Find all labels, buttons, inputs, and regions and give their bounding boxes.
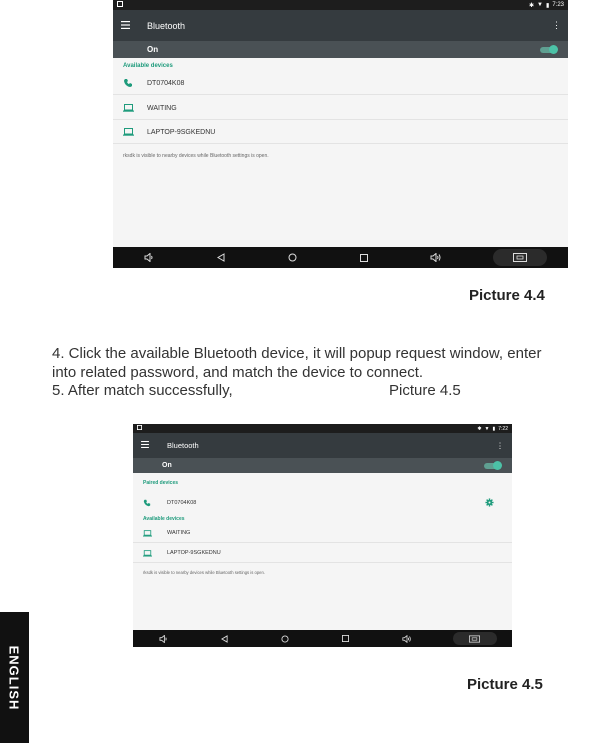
volume-up-icon[interactable]	[392, 630, 422, 647]
screenshot-icon[interactable]	[453, 632, 497, 646]
battery-icon: ▮	[546, 2, 550, 9]
divider	[113, 143, 568, 144]
laptop-icon	[143, 530, 161, 537]
volume-down-icon[interactable]	[148, 630, 178, 647]
laptop-icon	[143, 550, 161, 557]
instruction-step5	[52, 382, 461, 399]
navigation-bar	[133, 630, 512, 647]
recent-apps-icon[interactable]	[331, 630, 361, 647]
wifi-icon: ▼	[537, 2, 543, 8]
notification-icon	[117, 1, 123, 9]
page-title: Bluetooth	[147, 20, 186, 31]
laptop-icon	[123, 128, 141, 136]
device-item[interactable]	[123, 125, 568, 139]
visibility-note: rksdk is visible to nearby devices while Bluetooth settings is open.	[123, 153, 269, 159]
paired-devices-heading: Paired devices	[143, 480, 179, 486]
status-time: 7:22	[498, 425, 508, 432]
figure-reference: Picture 4.5	[389, 382, 461, 399]
phone-icon	[143, 499, 161, 507]
device-name: LAPTOP-9SGKEDNU	[167, 550, 221, 556]
device-name: DT0704K08	[167, 500, 197, 506]
status-bar	[113, 0, 568, 10]
available-devices-heading: Available devices	[143, 516, 185, 522]
instruction-step4-line2: into related password, and match the device to connect.	[52, 364, 424, 381]
back-icon[interactable]	[209, 630, 239, 647]
screenshot-picture-4-4	[113, 0, 568, 268]
device-name: WAITING	[147, 104, 177, 112]
device-name: LAPTOP-9SGKEDNU	[147, 128, 216, 136]
phone-icon	[123, 78, 141, 88]
device-name: DT0704K08	[147, 79, 185, 87]
available-devices-heading: Available devices	[123, 63, 173, 69]
laptop-icon	[123, 104, 141, 112]
bluetooth-toggle[interactable]	[540, 47, 556, 53]
paired-device-item[interactable]	[143, 497, 512, 509]
overflow-menu-icon[interactable]: ⋮	[552, 20, 561, 30]
status-bar	[133, 424, 512, 433]
hamburger-menu-icon[interactable]	[121, 21, 135, 31]
device-item[interactable]	[123, 101, 568, 115]
divider	[133, 542, 512, 543]
switch-label: On	[147, 45, 159, 54]
back-icon[interactable]	[206, 247, 236, 268]
divider	[113, 94, 568, 95]
home-icon[interactable]	[270, 630, 300, 647]
gear-icon[interactable]	[485, 498, 494, 509]
hamburger-menu-icon[interactable]	[141, 441, 155, 450]
screenshot-picture-4-5	[133, 424, 512, 647]
notification-icon	[137, 425, 142, 432]
bluetooth-switch-row[interactable]	[133, 458, 512, 473]
status-time: 7:23	[552, 2, 564, 8]
recent-apps-icon[interactable]	[349, 247, 379, 268]
bluetooth-toggle[interactable]	[484, 463, 500, 469]
figure-caption: Picture 4.4	[469, 287, 545, 304]
wifi-icon: ▼	[484, 425, 490, 432]
bluetooth-switch-row[interactable]	[113, 41, 568, 58]
device-name: WAITING	[167, 530, 191, 536]
instruction-step4-line1: 4. Click the available Bluetooth device, it will popup request window, enter	[52, 345, 542, 362]
volume-up-icon[interactable]	[421, 247, 451, 268]
instruction-step5-text: 5. After match successfully,	[52, 382, 233, 399]
overflow-menu-icon[interactable]: ⋮	[496, 441, 504, 450]
battery-icon: ▮	[492, 425, 496, 432]
screenshot-icon[interactable]	[493, 249, 547, 266]
app-toolbar	[113, 10, 568, 41]
page-title: Bluetooth	[167, 441, 199, 450]
side-tab-label: ENGLISH	[6, 645, 22, 711]
navigation-bar	[113, 247, 568, 268]
bluetooth-status-icon: ✱	[529, 2, 535, 9]
volume-down-icon[interactable]	[134, 247, 164, 268]
device-item[interactable]	[143, 527, 512, 539]
figure-caption: Picture 4.5	[467, 676, 543, 693]
bluetooth-status-icon: ✱	[477, 425, 482, 432]
divider	[133, 562, 512, 563]
visibility-note: rksdk is visible to nearby devices while Bluetooth settings is open.	[143, 570, 265, 575]
divider	[113, 119, 568, 120]
home-icon[interactable]	[278, 247, 308, 268]
app-toolbar	[133, 433, 512, 458]
switch-label: On	[162, 462, 172, 469]
device-item[interactable]	[143, 547, 512, 559]
language-side-tab	[0, 612, 29, 743]
device-item[interactable]	[123, 76, 568, 90]
